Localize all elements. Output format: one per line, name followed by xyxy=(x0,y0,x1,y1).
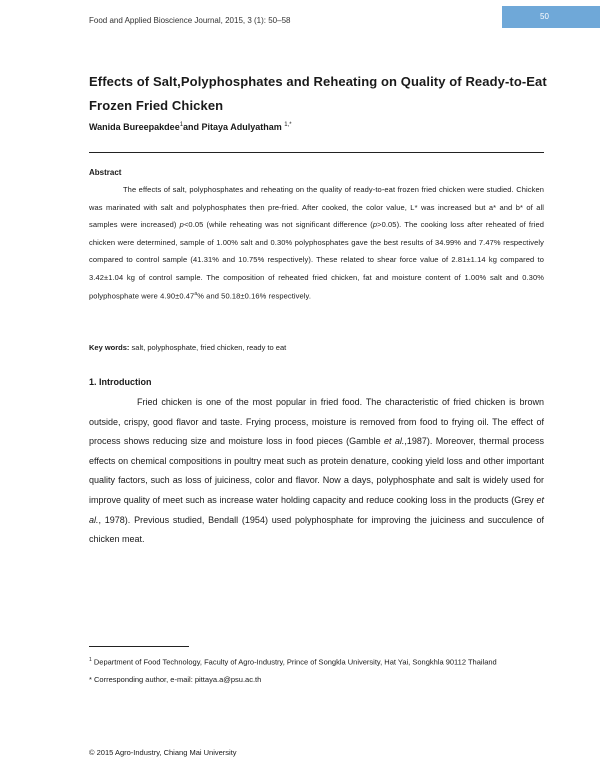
section-heading-introduction: 1. Introduction xyxy=(89,377,152,387)
author-superscript: 1 xyxy=(179,122,184,128)
affiliation-footnote: $^1$ Department of Food Technology, Faculty of Agro-Industry, Prince of Songkla University, Hat Yai, Songkhla 90112 Thailand xyxy=(89,657,497,667)
author-name: and Pitaya Adulyatham xyxy=(183,122,282,132)
footnote-divider xyxy=(89,646,189,647)
keywords-label: Key words: xyxy=(89,343,130,352)
corresponding-author-footnote: * Corresponding author, e-mail: pittaya.a@psu.ac.th xyxy=(89,674,262,684)
author-name: Wanida Bureepakdee xyxy=(89,122,180,132)
abstract-text: The effects of salt, polyphosphates and reheating on the quality of ready-to-eat frozen fried chicken were studied. Chicken was marinated with salt and polyphosphates then pre-fried. After cooked, the color value, L* was increased but a* and b* of all samples were increased) p<0.05 (while reheating was not significant difference (p>0.05). The cooking loss after reheated of fried chicken were determined, sample of 1.00% salt and 0.30% polyphosphates gave the best results of 34.99% and 7.47% respectively compared to control sample (41.31% and 10.75% respectively). These related to shear force value of 2.81±1.14 kg compared to 3.42±1.04 kg of control sample. The composition of reheated fried chicken, fat and moisture content of 1.00% salt and 0.30% polyphosphate were 4.90±0.47$^a$% and 50.18±0.16% respectively. xyxy=(89,185,544,301)
paper-title: Effects of Salt,Polyphosphates and Reheating on Quality of Ready-to-Eat Frozen Fried Chicken xyxy=(89,74,547,113)
footnotes xyxy=(89,652,544,688)
journal-header: Food and Applied Bioscience Journal, 2015, 3 (1): 50–58 xyxy=(89,16,291,25)
author-line xyxy=(89,122,292,132)
author-superscript: 1,* xyxy=(284,122,292,128)
abstract-heading: Abstract xyxy=(89,168,122,177)
keywords-text: salt, polyphosphate, fried chicken, ready to eat xyxy=(129,343,287,352)
divider xyxy=(89,152,544,153)
page-number-badge: 50 xyxy=(502,6,600,28)
introduction-text: Fried chicken is one of the most popular in fried food. The characteristic of fried chicken is brown outside, crispy, good flavor and taste. Frying process, moisture is removed from food to frying oil. The effect of process shows reducing size and moisture loss in food pieces (Gamble et al.,1987). Moreover, thermal process effects on chemical compositions in poultry meat such as protein denature, cooking yield loss and other important quality factors, such as loss of juiciness, color and flavor. Now a days, polyphosphate and salt is widely used for improve quality of meet such as increase water holding capacity and reduce cooking loss in the products (Grey et al., 1978). Previous studied, Bendall (1954) used polyphosphate for improving the juiciness and succulence of chicken meat. xyxy=(89,397,545,545)
keywords-line xyxy=(89,343,286,352)
copyright-line: © 2015 Agro-Industry, Chiang Mai University xyxy=(89,748,237,757)
